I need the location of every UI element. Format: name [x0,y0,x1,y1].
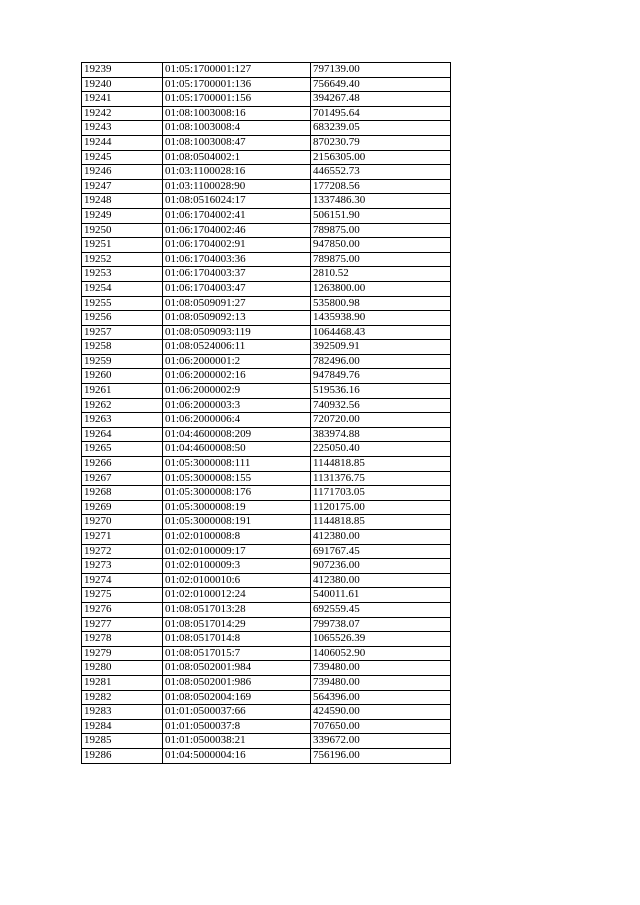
value-cell: 756649.40 [311,77,451,92]
row-number-cell: 19275 [82,588,163,603]
value-cell: 756196.00 [311,748,451,763]
table-row [82,573,451,588]
row-number-cell: 19244 [82,135,163,150]
table-row [82,150,451,165]
value-cell: 947850.00 [311,238,451,253]
row-number-cell: 19284 [82,719,163,734]
value-cell: 797139.00 [311,63,451,78]
table-row [82,208,451,223]
value-cell: 446552.73 [311,165,451,180]
cadastral-number-cell: 01:06:1704003:47 [163,281,311,296]
row-number-cell: 19241 [82,92,163,107]
cadastral-number-cell: 01:03:1100028:90 [163,179,311,194]
cadastral-number-cell: 01:08:0524006:11 [163,340,311,355]
value-cell: 383974.88 [311,427,451,442]
data-table [81,62,451,764]
cadastral-number-cell: 01:06:2000002:9 [163,384,311,399]
table-row [82,281,451,296]
row-number-cell: 19279 [82,646,163,661]
table-row [82,530,451,545]
value-cell: 564396.00 [311,690,451,705]
table-row [82,92,451,107]
table-row [82,398,451,413]
row-number-cell: 19263 [82,413,163,428]
table-row [82,588,451,603]
cadastral-number-cell: 01:05:3000008:155 [163,471,311,486]
cadastral-number-cell: 01:08:0502001:986 [163,675,311,690]
cadastral-number-cell: 01:06:1704003:36 [163,252,311,267]
row-number-cell: 19280 [82,661,163,676]
cadastral-number-cell: 01:05:3000008:111 [163,457,311,472]
value-cell: 707650.00 [311,719,451,734]
cadastral-number-cell: 01:05:1700001:127 [163,63,311,78]
cadastral-number-cell: 01:01:0500037:66 [163,705,311,720]
table-row [82,252,451,267]
row-number-cell: 19269 [82,500,163,515]
row-number-cell: 19250 [82,223,163,238]
row-number-cell: 19252 [82,252,163,267]
value-cell: 907236.00 [311,559,451,574]
row-number-cell: 19259 [82,354,163,369]
value-cell: 1144818.85 [311,457,451,472]
value-cell: 789875.00 [311,252,451,267]
row-number-cell: 19262 [82,398,163,413]
row-number-cell: 19248 [82,194,163,209]
cadastral-number-cell: 01:02:0100009:17 [163,544,311,559]
table-row [82,471,451,486]
table-row [82,500,451,515]
table-row [82,238,451,253]
table-row [82,675,451,690]
value-cell: 392509.91 [311,340,451,355]
table-row [82,194,451,209]
row-number-cell: 19251 [82,238,163,253]
cadastral-number-cell: 01:05:1700001:136 [163,77,311,92]
row-number-cell: 19258 [82,340,163,355]
row-number-cell: 19274 [82,573,163,588]
cadastral-number-cell: 01:08:0504002:1 [163,150,311,165]
cadastral-number-cell: 01:06:1704002:91 [163,238,311,253]
value-cell: 692559.45 [311,602,451,617]
value-cell: 506151.90 [311,208,451,223]
table-row [82,223,451,238]
cadastral-number-cell: 01:03:1100028:16 [163,165,311,180]
value-cell: 947849.76 [311,369,451,384]
row-number-cell: 19271 [82,530,163,545]
value-cell: 720720.00 [311,413,451,428]
table-row [82,442,451,457]
value-cell: 177208.56 [311,179,451,194]
row-number-cell: 19261 [82,384,163,399]
table-row [82,515,451,530]
value-cell: 1406052.90 [311,646,451,661]
table-row [82,296,451,311]
cadastral-number-cell: 01:04:5000004:16 [163,748,311,763]
value-cell: 1144818.85 [311,515,451,530]
cadastral-number-cell: 01:08:0509093:119 [163,325,311,340]
row-number-cell: 19272 [82,544,163,559]
value-cell: 394267.48 [311,92,451,107]
cadastral-number-cell: 01:08:0516024:17 [163,194,311,209]
table-row [82,617,451,632]
value-cell: 424590.00 [311,705,451,720]
cadastral-number-cell: 01:05:3000008:191 [163,515,311,530]
cadastral-number-cell: 01:08:0517014:8 [163,632,311,647]
cadastral-number-cell: 01:08:1003008:47 [163,135,311,150]
row-number-cell: 19260 [82,369,163,384]
row-number-cell: 19267 [82,471,163,486]
table-row [82,646,451,661]
table-row [82,427,451,442]
cadastral-number-cell: 01:04:4600008:209 [163,427,311,442]
cadastral-number-cell: 01:06:2000001:2 [163,354,311,369]
value-cell: 519536.16 [311,384,451,399]
table-row [82,384,451,399]
value-cell: 740932.56 [311,398,451,413]
row-number-cell: 19242 [82,106,163,121]
value-cell: 540011.61 [311,588,451,603]
table-row [82,748,451,763]
value-cell: 739480.00 [311,661,451,676]
table-row [82,340,451,355]
cadastral-number-cell: 01:02:0100008:8 [163,530,311,545]
row-number-cell: 19255 [82,296,163,311]
value-cell: 1337486.30 [311,194,451,209]
table-row [82,311,451,326]
table-row [82,179,451,194]
cadastral-number-cell: 01:08:1003008:16 [163,106,311,121]
row-number-cell: 19276 [82,602,163,617]
cadastral-number-cell: 01:08:0509091:27 [163,296,311,311]
cadastral-number-cell: 01:06:1704002:46 [163,223,311,238]
row-number-cell: 19256 [82,311,163,326]
value-cell: 701495.64 [311,106,451,121]
table-row [82,734,451,749]
cadastral-number-cell: 01:02:0100010:6 [163,573,311,588]
table-row [82,602,451,617]
table-body [82,63,451,764]
value-cell: 2156305.00 [311,150,451,165]
row-number-cell: 19264 [82,427,163,442]
value-cell: 799738.07 [311,617,451,632]
value-cell: 412380.00 [311,530,451,545]
table-row [82,165,451,180]
row-number-cell: 19246 [82,165,163,180]
value-cell: 1171703.05 [311,486,451,501]
cadastral-number-cell: 01:08:0502004:169 [163,690,311,705]
cadastral-number-cell: 01:05:3000008:19 [163,500,311,515]
cadastral-number-cell: 01:01:0500038:21 [163,734,311,749]
table-row [82,325,451,340]
table-row [82,690,451,705]
cadastral-number-cell: 01:05:3000008:176 [163,486,311,501]
table-row [82,63,451,78]
row-number-cell: 19281 [82,675,163,690]
row-number-cell: 19257 [82,325,163,340]
row-number-cell: 19249 [82,208,163,223]
table-row [82,486,451,501]
value-cell: 782496.00 [311,354,451,369]
row-number-cell: 19239 [82,63,163,78]
cadastral-number-cell: 01:06:1704002:41 [163,208,311,223]
value-cell: 691767.45 [311,544,451,559]
row-number-cell: 19285 [82,734,163,749]
value-cell: 1065526.39 [311,632,451,647]
row-number-cell: 19277 [82,617,163,632]
cadastral-number-cell: 01:02:0100009:3 [163,559,311,574]
value-cell: 683239.05 [311,121,451,136]
cadastral-number-cell: 01:06:2000003:3 [163,398,311,413]
table-row [82,106,451,121]
cadastral-number-cell: 01:04:4600008:50 [163,442,311,457]
row-number-cell: 19270 [82,515,163,530]
cadastral-number-cell: 01:08:1003008:4 [163,121,311,136]
table-row [82,544,451,559]
cadastral-number-cell: 01:01:0500037:8 [163,719,311,734]
row-number-cell: 19268 [82,486,163,501]
row-number-cell: 19240 [82,77,163,92]
value-cell: 1120175.00 [311,500,451,515]
table-row [82,267,451,282]
row-number-cell: 19278 [82,632,163,647]
value-cell: 535800.98 [311,296,451,311]
row-number-cell: 19245 [82,150,163,165]
row-number-cell: 19247 [82,179,163,194]
row-number-cell: 19254 [82,281,163,296]
row-number-cell: 19253 [82,267,163,282]
value-cell: 1263800.00 [311,281,451,296]
row-number-cell: 19243 [82,121,163,136]
value-cell: 2810.52 [311,267,451,282]
table-row [82,457,451,472]
cadastral-number-cell: 01:05:1700001:156 [163,92,311,107]
cadastral-number-cell: 01:06:2000006:4 [163,413,311,428]
value-cell: 339672.00 [311,734,451,749]
value-cell: 870230.79 [311,135,451,150]
table-row [82,661,451,676]
cadastral-number-cell: 01:08:0517013:28 [163,602,311,617]
cadastral-number-cell: 01:06:1704003:37 [163,267,311,282]
row-number-cell: 19286 [82,748,163,763]
value-cell: 1435938.90 [311,311,451,326]
table-row [82,719,451,734]
value-cell: 1131376.75 [311,471,451,486]
cadastral-number-cell: 01:06:2000002:16 [163,369,311,384]
cadastral-number-cell: 01:08:0517014:29 [163,617,311,632]
cadastral-number-cell: 01:08:0502001:984 [163,661,311,676]
cadastral-number-cell: 01:08:0509092:13 [163,311,311,326]
table-row [82,121,451,136]
row-number-cell: 19266 [82,457,163,472]
table-row [82,559,451,574]
value-cell: 225050.40 [311,442,451,457]
table-row [82,369,451,384]
table-row [82,413,451,428]
table-row [82,632,451,647]
row-number-cell: 19273 [82,559,163,574]
cadastral-number-cell: 01:02:0100012:24 [163,588,311,603]
row-number-cell: 19265 [82,442,163,457]
value-cell: 412380.00 [311,573,451,588]
cadastral-number-cell: 01:08:0517015:7 [163,646,311,661]
row-number-cell: 19283 [82,705,163,720]
table-row [82,705,451,720]
value-cell: 789875.00 [311,223,451,238]
table-row [82,354,451,369]
value-cell: 1064468.43 [311,325,451,340]
table-row [82,77,451,92]
row-number-cell: 19282 [82,690,163,705]
value-cell: 739480.00 [311,675,451,690]
table-row [82,135,451,150]
